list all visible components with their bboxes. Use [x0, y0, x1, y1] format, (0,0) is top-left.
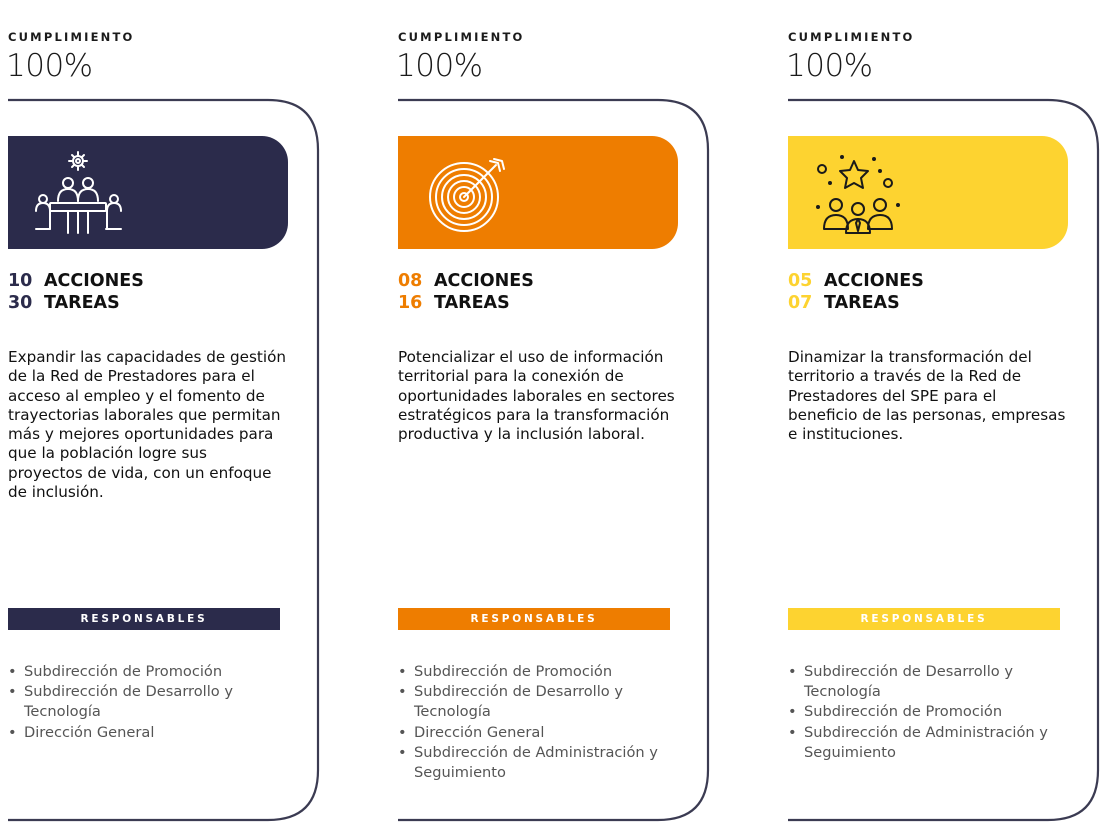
acciones-number: 10 [8, 271, 33, 291]
responsable-item: • Subdirección de Administración y Seguimiento [788, 723, 1088, 763]
responsable-item: • Dirección General [398, 723, 698, 743]
acciones-number: 05 [788, 271, 813, 291]
responsables-list [398, 662, 698, 783]
tareas-count [788, 292, 924, 314]
icon-banner [398, 136, 678, 249]
meeting-table-gear-icon [28, 147, 128, 239]
tareas-label: TAREAS [434, 293, 510, 313]
responsables-list [788, 662, 1088, 763]
responsable-item: • Subdirección de Promoción [8, 662, 308, 682]
responsable-item: • Subdirección de Desarrollo y Tecnología [788, 662, 1088, 702]
responsable-item: • Subdirección de Promoción [398, 662, 698, 682]
responsable-item: • Subdirección de Desarrollo y Tecnología [8, 682, 308, 722]
cumplimiento-percent: 100% [6, 48, 93, 84]
cumplimiento-percent: 100% [786, 48, 873, 84]
tareas-label: TAREAS [824, 293, 900, 313]
responsables-bar: RESPONSABLES [398, 608, 670, 630]
responsable-item: • Subdirección de Promoción [788, 702, 1088, 722]
objective-column-2 [390, 0, 720, 834]
tareas-count [8, 292, 144, 314]
counts [788, 270, 924, 314]
acciones-count [8, 270, 144, 292]
objective-description: Potencializar el uso de información territorial para la conexión de oportunidades laborales en sectores estratégicos para la transformación productiva y la inclusión laboral. [398, 348, 675, 444]
cumplimiento-label: CUMPLIMIENTO [788, 30, 915, 44]
counts [398, 270, 534, 314]
cumplimiento-label: CUMPLIMIENTO [8, 30, 135, 44]
cumplimiento-percent: 100% [396, 48, 483, 84]
objective-column-1 [0, 0, 330, 834]
objective-column-3 [780, 0, 1101, 834]
responsable-item: • Subdirección de Desarrollo y Tecnología [398, 682, 698, 722]
responsables-bar: RESPONSABLES [788, 608, 1060, 630]
tareas-label: TAREAS [44, 293, 120, 313]
acciones-count [398, 270, 534, 292]
tareas-count [398, 292, 534, 314]
acciones-count [788, 270, 924, 292]
tareas-number: 16 [398, 293, 423, 313]
objective-description: Dinamizar la transformación del territorio a través de la Red de Prestadores del SPE para el beneficio de las personas, empresas e instituciones. [788, 348, 1066, 444]
responsable-item: • Subdirección de Administración y Seguimiento [398, 743, 698, 783]
icon-banner [788, 136, 1068, 249]
responsables-list [8, 662, 308, 743]
target-arrow-icon [418, 147, 518, 239]
icon-banner [8, 136, 288, 249]
cumplimiento-label: CUMPLIMIENTO [398, 30, 525, 44]
team-stars-icon [808, 147, 908, 239]
acciones-label: ACCIONES [44, 271, 144, 291]
responsable-item: • Dirección General [8, 723, 308, 743]
acciones-number: 08 [398, 271, 423, 291]
objective-description: Expandir las capacidades de gestión de la Red de Prestadores para el acceso al empleo y el fomento de trayectorias laborales que permitan más y mejores oportunidades para que la población logre sus proyectos de vida, con un enfoque de inclusión. [8, 348, 287, 502]
acciones-label: ACCIONES [434, 271, 534, 291]
tareas-number: 30 [8, 293, 33, 313]
counts [8, 270, 144, 314]
tareas-number: 07 [788, 293, 813, 313]
responsables-bar: RESPONSABLES [8, 608, 280, 630]
acciones-label: ACCIONES [824, 271, 924, 291]
